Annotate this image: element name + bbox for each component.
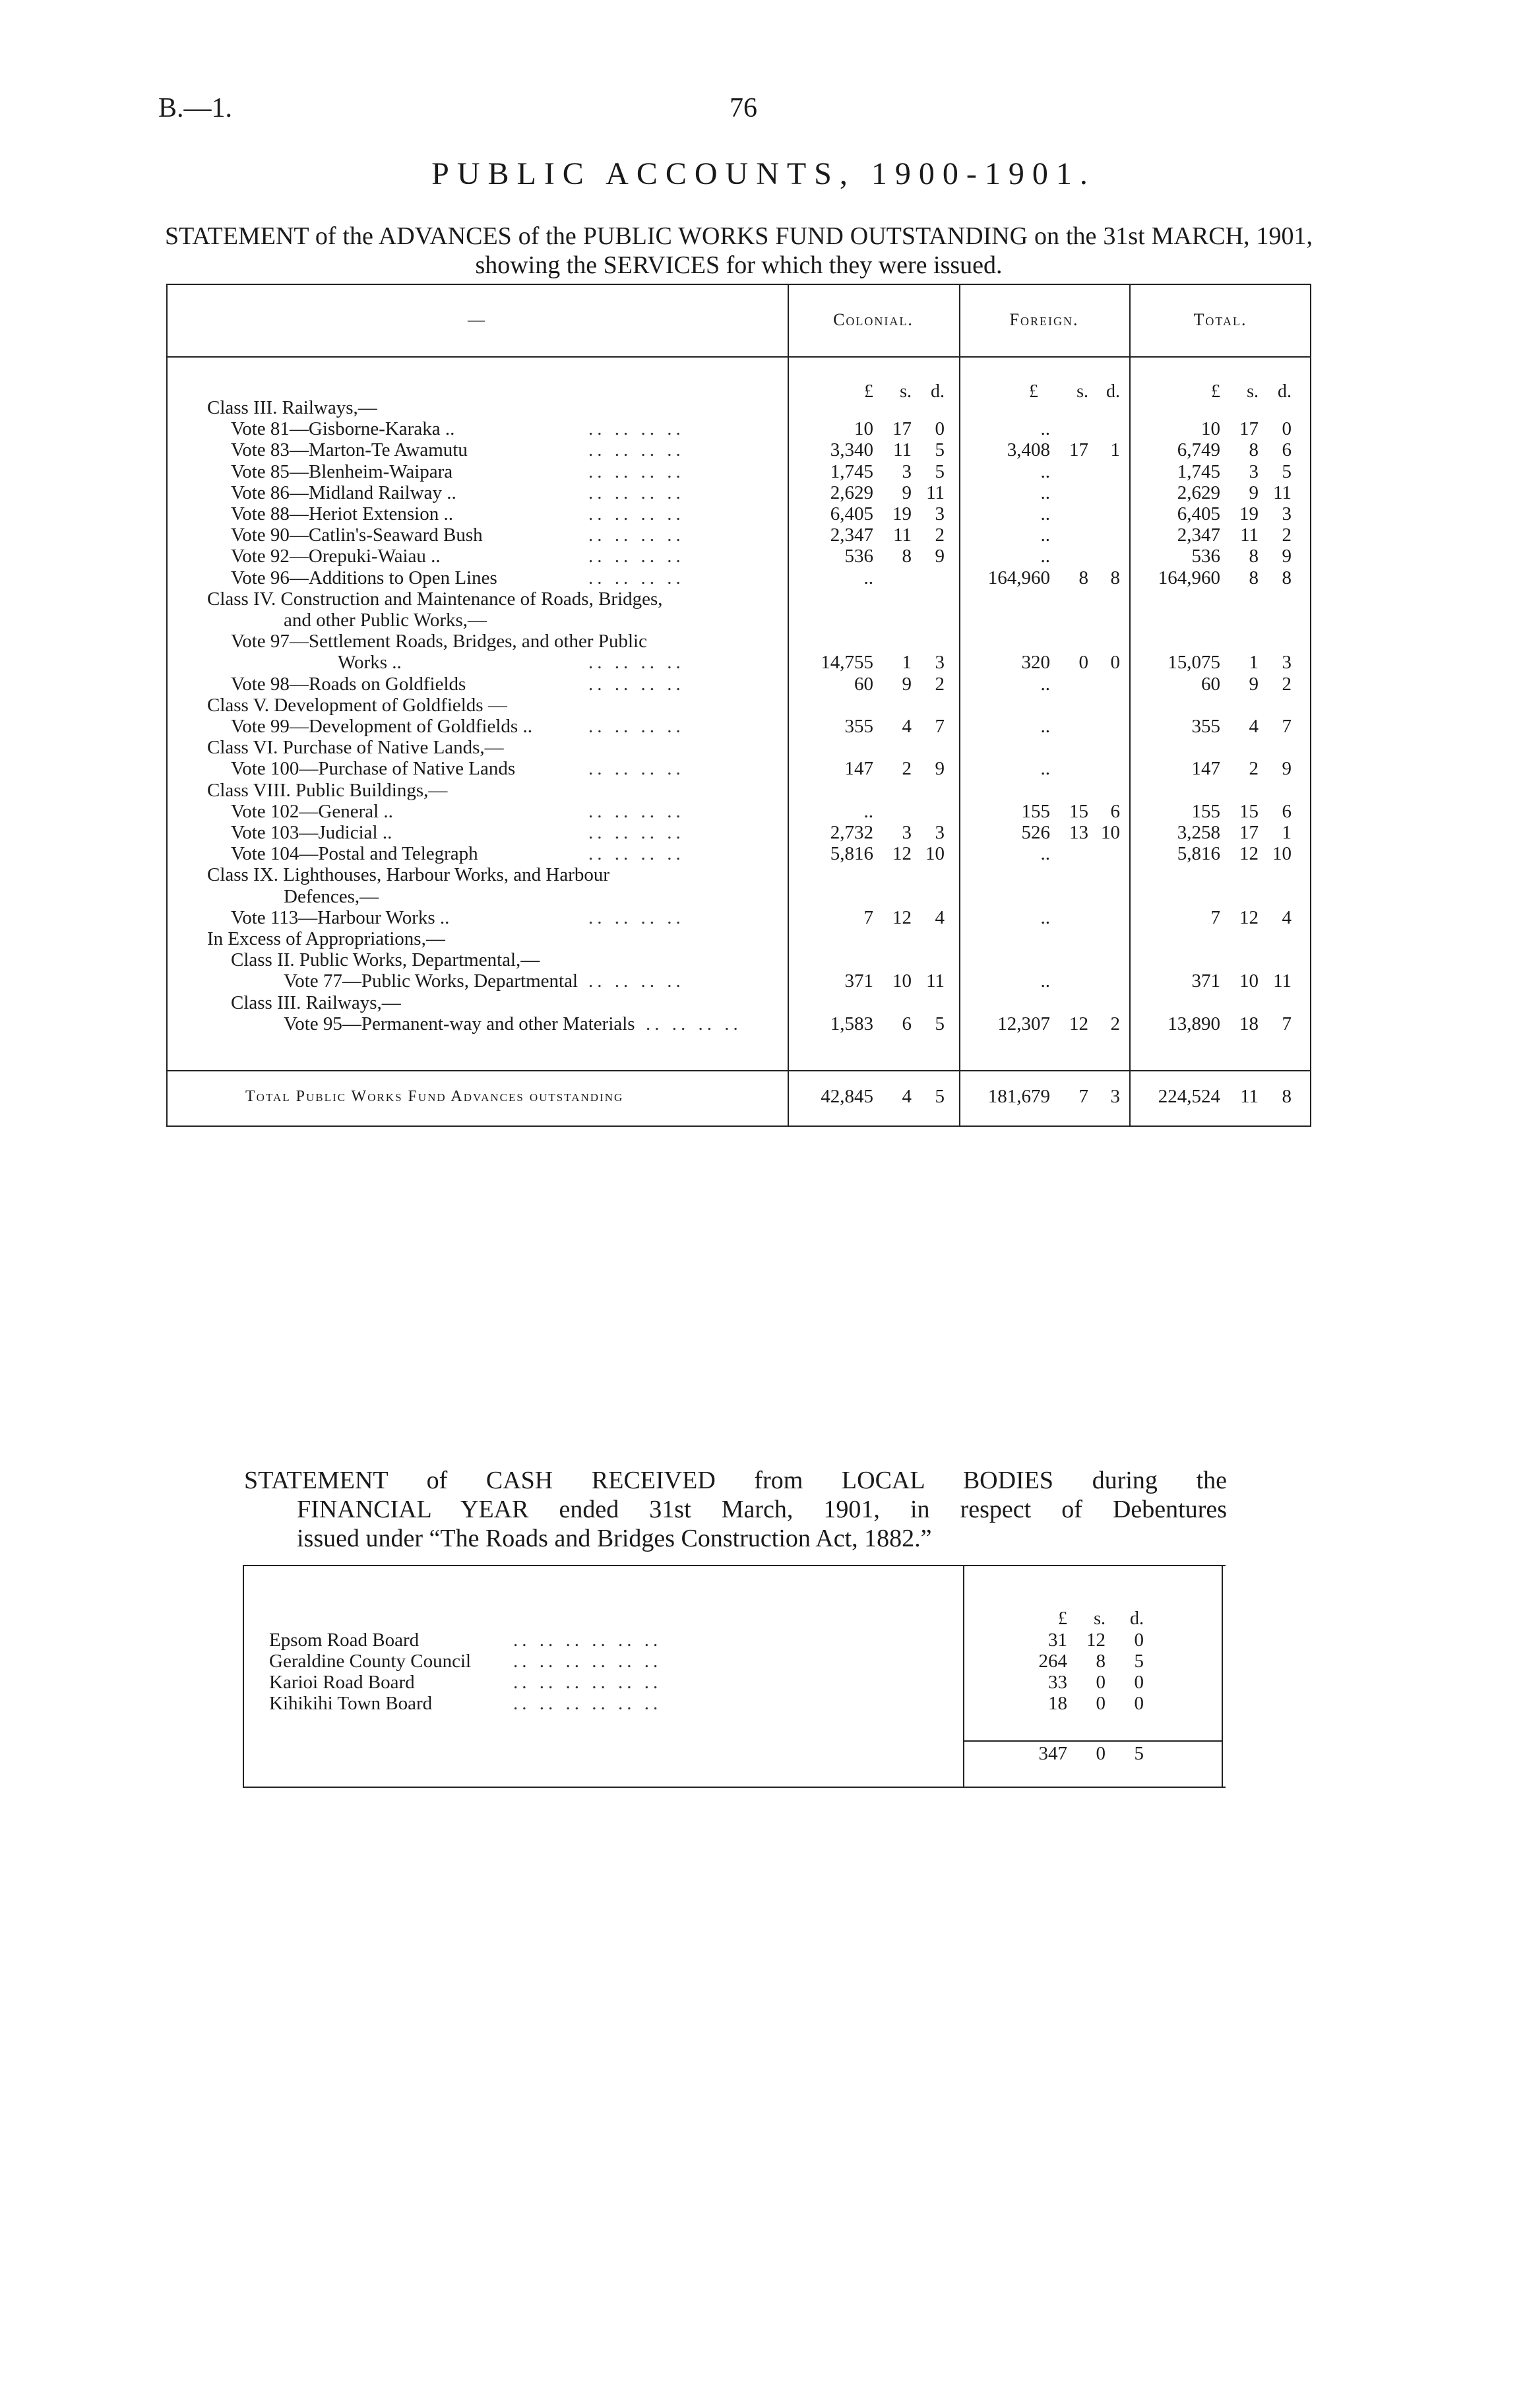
total-pounds: 2,629 (1177, 482, 1220, 503)
colonial-pence: 3 (935, 652, 945, 674)
table-row (166, 822, 1311, 843)
total-pence: 4 (1282, 906, 1292, 928)
col-header-foreign: Foreign. (1009, 310, 1079, 329)
colonial-pounds: 536 (844, 546, 873, 567)
table-row (166, 843, 1311, 864)
table-row (166, 674, 1311, 695)
foreign-pounds: .. (1040, 970, 1050, 992)
row-description: Vote 81—Gisborne-Karaka .. (231, 418, 455, 440)
foreign-pounds: .. (1040, 843, 1050, 865)
colonial-pence: 9 (935, 758, 945, 780)
leader-dots: .. .. .. .. (646, 1013, 742, 1034)
table-row (166, 886, 1311, 907)
leader-dots: .. .. .. .. (588, 567, 685, 588)
row-description: In Excess of Appropriations,— (207, 928, 445, 949)
foreign-pounds: .. (1040, 524, 1050, 546)
total-pence: 3 (1282, 503, 1292, 524)
table-row (166, 928, 1311, 949)
total-shillings: 12 (1239, 906, 1259, 928)
table-row (166, 801, 1311, 822)
total-shillings: 11 (1240, 524, 1259, 546)
leader-dots: .. .. .. .. (588, 716, 685, 737)
table-top-rule (243, 1565, 1226, 1566)
row-description: Class VI. Purchase of Native Lands,— (207, 737, 504, 759)
foreign-pounds: .. (1040, 716, 1050, 737)
colonial-pounds: 1,583 (830, 1013, 873, 1034)
row-description: Vote 104—Postal and Telegraph (231, 843, 478, 865)
total-pounds: 147 (1191, 758, 1220, 780)
total-pounds: 15,075 (1168, 652, 1220, 674)
amount-pounds: 33 (1048, 1672, 1067, 1693)
colonial-pounds: 14,755 (821, 652, 873, 674)
colonial-pounds: 2,347 (830, 524, 873, 546)
total-shillings: 9 (1249, 482, 1259, 503)
colonial-pounds: 6,405 (830, 503, 873, 524)
total-pence: 5 (1134, 1743, 1144, 1764)
colonial-shillings: 3 (902, 460, 912, 482)
table-row (166, 397, 1311, 418)
total-pounds: 371 (1191, 970, 1220, 992)
leader-dots: .. .. .. .. (588, 970, 685, 992)
table-row (166, 695, 1311, 716)
colonial-pence: 10 (925, 843, 945, 865)
table-row (166, 439, 1311, 460)
foreign-pounds: 12,307 (997, 1013, 1050, 1034)
total-total-pounds: 224,524 (1158, 1086, 1220, 1107)
table-row (166, 524, 1311, 546)
colonial-pence: 5 (935, 460, 945, 482)
total-colonial-pence: 5 (935, 1086, 945, 1107)
total-colonial-pounds: 42,845 (821, 1086, 873, 1107)
row-description: Class IV. Construction and Maintenance of Roads, Bridges, (207, 588, 663, 610)
row-description: Class II. Public Works, Departmental,— (231, 949, 540, 971)
heading-line: STATEMENT of CASH RECEIVED from LOCAL BODIES during the (244, 1467, 1227, 1494)
total-shillings: 1 (1249, 652, 1259, 674)
colonial-pounds: .. (863, 567, 873, 588)
total-pounds: 536 (1191, 546, 1220, 567)
row-description: Vote 103—Judicial .. (231, 822, 392, 843)
total-label: Total Public Works Fund Advances outstanding (245, 1088, 624, 1105)
colonial-pounds: 1,745 (830, 460, 873, 482)
row-description: Vote 102—General .. (231, 800, 393, 822)
total-shillings: 2 (1249, 758, 1259, 780)
total-foreign-shillings: 7 (1078, 1086, 1088, 1107)
total-pounds: 164,960 (1158, 567, 1220, 588)
leader-dots: .. .. .. .. (588, 652, 685, 674)
unit-pounds: £ (1211, 381, 1220, 402)
colonial-shillings: 1 (902, 652, 912, 674)
statement-advances-heading: STATEMENT of the ADVANCES of the PUBLIC WORKS FUND OUTSTANDING on the 31st MARCH, 1901, showing the SERVICES for which they were issued. (165, 222, 1313, 279)
table-row (166, 780, 1311, 801)
row-description: Vote 95—Permanent-way and other Materials (284, 1013, 635, 1034)
colonial-pence: 9 (935, 546, 945, 567)
colonial-shillings: 9 (902, 482, 912, 503)
table-row (166, 907, 1311, 928)
total-pounds: 355 (1191, 716, 1220, 737)
local-body-name: Epsom Road Board (269, 1630, 420, 1651)
table-row (166, 949, 1311, 970)
leader-dots: .. .. .. .. .. .. (513, 1651, 662, 1672)
colonial-pounds: 3,340 (830, 439, 873, 461)
foreign-pounds: .. (1040, 673, 1050, 695)
table-row (166, 546, 1311, 567)
unit-pence: d. (1106, 381, 1120, 402)
row-description: Vote 86—Midland Railway .. (231, 482, 456, 503)
total-total-shillings: 11 (1240, 1086, 1259, 1107)
colonial-pounds: 60 (854, 673, 873, 695)
row-description: Vote 88—Heriot Extension .. (231, 503, 453, 524)
row-description: Vote 97—Settlement Roads, Bridges, and other Public (231, 631, 647, 652)
table-row (166, 864, 1311, 885)
colonial-shillings: 2 (902, 758, 912, 780)
table-row (243, 1693, 1226, 1714)
row-description: Vote 99—Development of Goldfields .. (231, 716, 532, 737)
table-row (166, 992, 1311, 1013)
statement-local-bodies-heading (244, 1466, 1227, 1553)
total-pence: 6 (1282, 800, 1292, 822)
foreign-pounds: 155 (1021, 800, 1050, 822)
colonial-shillings: 12 (892, 843, 912, 865)
foreign-shillings: 13 (1069, 822, 1088, 843)
colonial-pence: 2 (935, 524, 945, 546)
unit-pounds: £ (864, 381, 873, 402)
total-shillings: 0 (1096, 1743, 1106, 1764)
total-shillings: 17 (1239, 822, 1259, 843)
total-pence: 11 (1273, 970, 1292, 992)
amount-pounds: 18 (1048, 1693, 1067, 1714)
total-shillings: 10 (1239, 970, 1259, 992)
amount-shillings: 12 (1086, 1630, 1106, 1651)
colonial-pounds: 371 (844, 970, 873, 992)
total-shillings: 3 (1249, 460, 1259, 482)
row-description: Class III. Railways,— (231, 992, 401, 1013)
amount-pence: 0 (1134, 1693, 1144, 1714)
colonial-shillings: 3 (902, 822, 912, 843)
page-number: 76 (730, 93, 757, 123)
foreign-shillings: 15 (1069, 800, 1088, 822)
foreign-pounds: .. (1040, 460, 1050, 482)
table-row (166, 631, 1311, 652)
col-header-total: Total. (1193, 310, 1247, 329)
foreign-shillings: 8 (1078, 567, 1088, 588)
total-pence: 0 (1282, 418, 1292, 440)
table-row (166, 588, 1311, 610)
total-pounds: 10 (1201, 418, 1220, 440)
colonial-pounds: 7 (863, 906, 873, 928)
unit-shillings: s. (900, 381, 912, 402)
advances-table (166, 284, 1311, 1135)
total-pence: 9 (1282, 758, 1292, 780)
foreign-pounds: 164,960 (987, 567, 1050, 588)
total-pounds: 5,816 (1177, 843, 1220, 865)
total-foreign-pence: 3 (1110, 1086, 1120, 1107)
foreign-pounds: 3,408 (1007, 439, 1050, 461)
total-shillings: 8 (1249, 546, 1259, 567)
total-pence: 5 (1282, 460, 1292, 482)
leader-dots: .. .. .. .. (588, 822, 685, 843)
colonial-pounds: .. (863, 800, 873, 822)
total-total-pence: 8 (1282, 1086, 1292, 1107)
table-row (166, 970, 1311, 992)
colonial-pounds: 10 (854, 418, 873, 440)
colonial-pence: 3 (935, 822, 945, 843)
colonial-pence: 11 (926, 482, 945, 503)
row-description: and other Public Works,— (284, 610, 487, 631)
table-row (166, 1013, 1311, 1034)
colonial-shillings: 11 (893, 524, 912, 546)
table-row (243, 1651, 1226, 1672)
leader-dots: .. .. .. .. (588, 546, 685, 567)
colonial-pounds: 147 (844, 758, 873, 780)
total-shillings: 18 (1239, 1013, 1259, 1034)
row-description: Vote 77—Public Works, Departmental (284, 970, 578, 992)
colonial-shillings: 17 (892, 418, 912, 440)
colonial-pounds: 5,816 (830, 843, 873, 865)
total-rule (963, 1740, 1222, 1742)
total-pence: 2 (1282, 673, 1292, 695)
total-pounds: 2,347 (1177, 524, 1220, 546)
table-row (166, 758, 1311, 779)
foreign-pounds: .. (1040, 546, 1050, 567)
col-header-service: — (468, 310, 486, 329)
foreign-shillings: 12 (1069, 1013, 1088, 1034)
colonial-pence: 4 (935, 906, 945, 928)
heading-line: issued under “The Roads and Bridges Construction Act, 1882.” (297, 1525, 932, 1552)
report-code: B.—1. (158, 93, 233, 123)
foreign-pounds: .. (1040, 503, 1050, 524)
foreign-pence: 0 (1110, 652, 1120, 674)
amount-pence: 5 (1134, 1651, 1144, 1672)
amount-pounds: 264 (1038, 1651, 1067, 1672)
table-row (243, 1630, 1226, 1651)
table-row (166, 737, 1311, 758)
amount-shillings: 8 (1096, 1651, 1106, 1672)
unit-pence: d. (1278, 381, 1292, 402)
row-description: Vote 90—Catlin's-Seaward Bush (231, 524, 483, 546)
leader-dots: .. .. .. .. (588, 418, 685, 440)
total-pounds: 13,890 (1168, 1013, 1220, 1034)
leader-dots: .. .. .. .. (588, 673, 685, 695)
amount-pounds: 31 (1048, 1630, 1067, 1651)
leader-dots: .. .. .. .. (588, 758, 685, 780)
table-row (166, 567, 1311, 588)
colonial-shillings: 10 (892, 970, 912, 992)
leader-dots: .. .. .. .. (588, 843, 685, 865)
local-bodies-table (243, 1565, 1226, 1789)
foreign-pounds: 526 (1021, 822, 1050, 843)
colonial-pence: 11 (926, 970, 945, 992)
row-description: Vote 96—Additions to Open Lines (231, 567, 497, 588)
page-title: PUBLIC ACCOUNTS, 1900-1901. (431, 156, 1096, 191)
colonial-shillings: 11 (893, 439, 912, 461)
leader-dots: .. .. .. .. (588, 503, 685, 524)
total-pence: 2 (1282, 524, 1292, 546)
leader-dots: .. .. .. .. (588, 800, 685, 822)
total-foreign-pounds: 181,679 (987, 1086, 1050, 1107)
table-row (166, 610, 1311, 631)
row-description: Works .. (338, 652, 402, 674)
unit-shillings: s. (1076, 381, 1088, 402)
row-description: Class III. Railways,— (207, 397, 377, 418)
table-row (166, 503, 1311, 524)
colonial-shillings: 9 (902, 673, 912, 695)
row-description: Vote 100—Purchase of Native Lands (231, 758, 516, 780)
leader-dots: .. .. .. .. .. .. (513, 1693, 662, 1714)
foreign-shillings: 0 (1078, 652, 1088, 674)
foreign-pence: 8 (1110, 567, 1120, 588)
unit-pence: d. (931, 381, 945, 402)
total-pence: 9 (1282, 546, 1292, 567)
leader-dots: .. .. .. .. .. .. (513, 1672, 662, 1693)
col-header-colonial: Colonial. (833, 310, 914, 329)
total-pounds: 60 (1201, 673, 1220, 695)
local-body-name: Kihikihi Town Board (269, 1693, 433, 1714)
unit-pounds: £ (1058, 1608, 1067, 1629)
header-divider (166, 356, 1311, 358)
leader-dots: .. .. .. .. (588, 460, 685, 482)
colonial-pounds: 2,629 (830, 482, 873, 503)
foreign-pounds: .. (1040, 758, 1050, 780)
total-colonial-shillings: 4 (902, 1086, 912, 1107)
total-divider (166, 1070, 1311, 1071)
total-shillings: 19 (1239, 503, 1259, 524)
row-description: Class V. Development of Goldfields — (207, 694, 507, 716)
total-shillings: 17 (1239, 418, 1259, 440)
colonial-shillings: 19 (892, 503, 912, 524)
row-description: Class VIII. Public Buildings,— (207, 779, 448, 801)
amount-pence: 0 (1134, 1630, 1144, 1651)
colonial-shillings: 8 (902, 546, 912, 567)
total-pence: 1 (1282, 822, 1292, 843)
foreign-pounds: .. (1040, 906, 1050, 928)
leader-dots: .. .. .. .. (588, 524, 685, 546)
leader-dots: .. .. .. .. .. .. (513, 1630, 662, 1651)
total-shillings: 8 (1249, 567, 1259, 588)
table-row (166, 461, 1311, 482)
leader-dots: .. .. .. .. (588, 482, 685, 503)
row-description: Vote 85—Blenheim-Waipara (231, 460, 453, 482)
row-description: Vote 92—Orepuki-Waiau .. (231, 546, 441, 567)
unit-pounds: £ (1029, 381, 1038, 402)
amount-shillings: 0 (1096, 1693, 1106, 1714)
table-row (166, 482, 1311, 503)
row-description: Vote 83—Marton-Te Awamutu (231, 439, 468, 461)
unit-shillings: s. (1094, 1608, 1106, 1629)
row-description: Class IX. Lighthouses, Harbour Works, and Harbour (207, 864, 610, 886)
colonial-pence: 5 (935, 1013, 945, 1034)
total-pounds: 155 (1191, 800, 1220, 822)
foreign-pence: 6 (1110, 800, 1120, 822)
colonial-pounds: 355 (844, 716, 873, 737)
local-body-name: Geraldine County Council (269, 1651, 472, 1672)
colonial-shillings: 6 (902, 1013, 912, 1034)
foreign-pence: 1 (1110, 439, 1120, 461)
total-shillings: 8 (1249, 439, 1259, 461)
row-description: Vote 113—Harbour Works .. (231, 906, 450, 928)
table-bottom-rule (243, 1787, 1226, 1788)
colonial-pence: 0 (935, 418, 945, 440)
total-row (166, 1086, 1311, 1107)
table-row (166, 652, 1311, 673)
total-pounds: 3,258 (1177, 822, 1220, 843)
colonial-pounds: 2,732 (830, 822, 873, 843)
heading-line: FINANCIAL YEAR ended 31st March, 1901, in respect of Debentures (297, 1496, 1227, 1523)
leader-dots: .. .. .. .. (588, 439, 685, 461)
total-row (243, 1743, 1226, 1764)
total-shillings: 12 (1239, 843, 1259, 865)
row-description: Vote 98—Roads on Goldfields (231, 673, 466, 695)
colonial-pence: 7 (935, 716, 945, 737)
total-shillings: 9 (1249, 673, 1259, 695)
total-pence: 10 (1272, 843, 1292, 865)
unit-shillings: s. (1247, 381, 1259, 402)
total-pence: 7 (1282, 1013, 1292, 1034)
total-pounds: 347 (1038, 1743, 1067, 1764)
total-pounds: 6,749 (1177, 439, 1220, 461)
colonial-pence: 5 (935, 439, 945, 461)
total-shillings: 4 (1249, 716, 1259, 737)
total-pounds: 6,405 (1177, 503, 1220, 524)
foreign-pence: 2 (1110, 1013, 1120, 1034)
leader-dots: .. .. .. .. (588, 906, 685, 928)
table-row (243, 1672, 1226, 1693)
total-pence: 3 (1282, 652, 1292, 674)
table-row (166, 716, 1311, 737)
unit-pence: d. (1130, 1608, 1144, 1629)
total-pounds: 7 (1210, 906, 1220, 928)
foreign-pounds: .. (1040, 482, 1050, 503)
colonial-pence: 3 (935, 503, 945, 524)
local-body-name: Karioi Road Board (269, 1672, 415, 1693)
total-pence: 7 (1282, 716, 1292, 737)
total-pence: 8 (1282, 567, 1292, 588)
foreign-shillings: 17 (1069, 439, 1088, 461)
colonial-shillings: 12 (892, 906, 912, 928)
foreign-pence: 10 (1101, 822, 1120, 843)
colonial-pence: 2 (935, 673, 945, 695)
total-shillings: 15 (1239, 800, 1259, 822)
foreign-pounds: .. (1040, 418, 1050, 440)
total-pounds: 1,745 (1177, 460, 1220, 482)
row-description: Defences,— (284, 885, 379, 907)
total-pence: 11 (1273, 482, 1292, 503)
amount-shillings: 0 (1096, 1672, 1106, 1693)
table-row (166, 418, 1311, 439)
total-pence: 6 (1282, 439, 1292, 461)
colonial-shillings: 4 (902, 716, 912, 737)
foreign-pounds: 320 (1021, 652, 1050, 674)
amount-pence: 0 (1134, 1672, 1144, 1693)
